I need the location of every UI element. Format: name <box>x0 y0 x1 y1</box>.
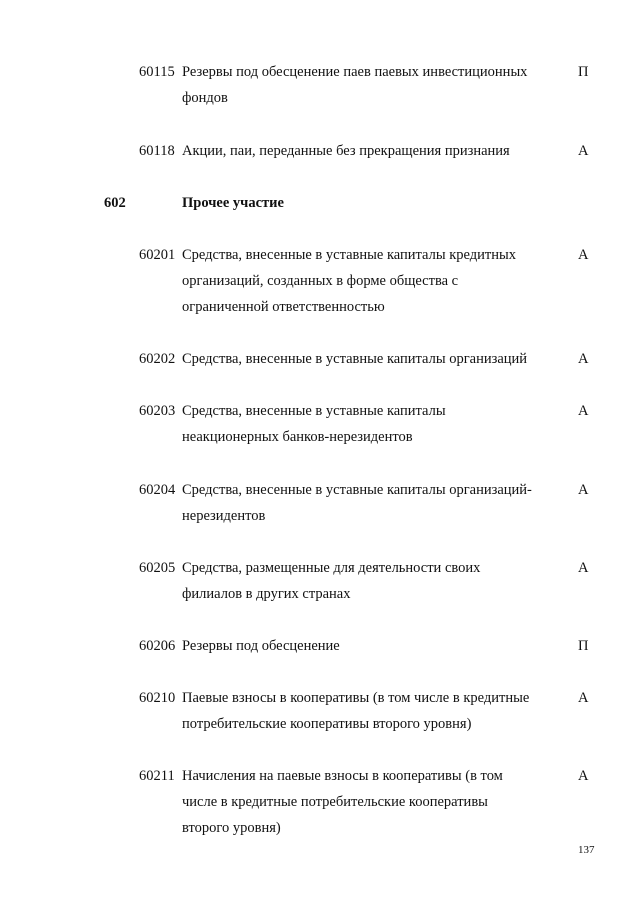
description-line: нерезидентов <box>182 508 266 524</box>
description-line: числе в кредитные потребительские кооперативы <box>182 794 488 810</box>
description-line: Резервы под обесценение паев паевых инвестиционных <box>182 64 528 80</box>
description-line: фондов <box>182 90 228 106</box>
description-line: филиалов в других странах <box>182 586 351 602</box>
description-line: Резервы под обесценение <box>182 638 340 654</box>
description-line: Средства, внесенные в уставные капиталы кредитных <box>182 247 516 263</box>
description-line: Паевые взносы в кооперативы (в том числе в кредитные <box>182 690 530 706</box>
account-code: 60206 <box>139 638 176 654</box>
account-type: А <box>578 143 589 159</box>
account-type: А <box>578 690 589 706</box>
description-line: Средства, размещенные для деятельности своих <box>182 560 481 576</box>
section-title: Прочее участие <box>182 195 284 211</box>
account-description <box>182 398 554 450</box>
account-code: 60202 <box>139 351 176 367</box>
account-description <box>182 633 554 659</box>
description-line: Средства, внесенные в уставные капиталы <box>182 403 446 419</box>
account-description <box>182 346 554 372</box>
account-code: 60201 <box>139 247 176 263</box>
account-code: 60211 <box>139 768 175 784</box>
account-type: А <box>578 560 589 576</box>
account-description <box>182 763 554 841</box>
account-description <box>182 555 554 607</box>
account-type: П <box>578 638 589 654</box>
account-description <box>182 685 554 737</box>
account-type: А <box>578 403 589 419</box>
account-description <box>182 59 554 111</box>
account-code: 60118 <box>139 143 175 159</box>
description-line: Средства, внесенные в уставные капиталы организаций- <box>182 482 532 498</box>
account-code: 60115 <box>139 64 175 80</box>
account-type: А <box>578 351 589 367</box>
description-line: потребительские кооперативы второго уровня) <box>182 716 472 732</box>
account-code: 60203 <box>139 403 176 419</box>
account-type: П <box>578 64 589 80</box>
description-line: организаций, созданных в форме общества с <box>182 273 459 289</box>
description-line: Акции, паи, переданные без прекращения признания <box>182 143 510 159</box>
account-code: 60204 <box>139 482 176 498</box>
account-type: А <box>578 482 589 498</box>
account-code: 60205 <box>139 560 176 576</box>
account-description <box>182 138 554 164</box>
description-line: неакционерных банков-нерезидентов <box>182 429 413 445</box>
account-type: А <box>578 247 589 263</box>
account-type: А <box>578 768 589 784</box>
description-line: второго уровня) <box>182 820 281 836</box>
account-code: 60210 <box>139 690 176 706</box>
account-description <box>182 477 554 529</box>
page-number: 137 <box>578 844 595 856</box>
account-description <box>182 242 554 320</box>
section-code: 602 <box>104 195 126 211</box>
description-line: ограниченной ответственностью <box>182 299 385 315</box>
description-line: Средства, внесенные в уставные капиталы организаций <box>182 351 528 367</box>
description-line: Начисления на паевые взносы в кооперативы (в том <box>182 768 503 784</box>
